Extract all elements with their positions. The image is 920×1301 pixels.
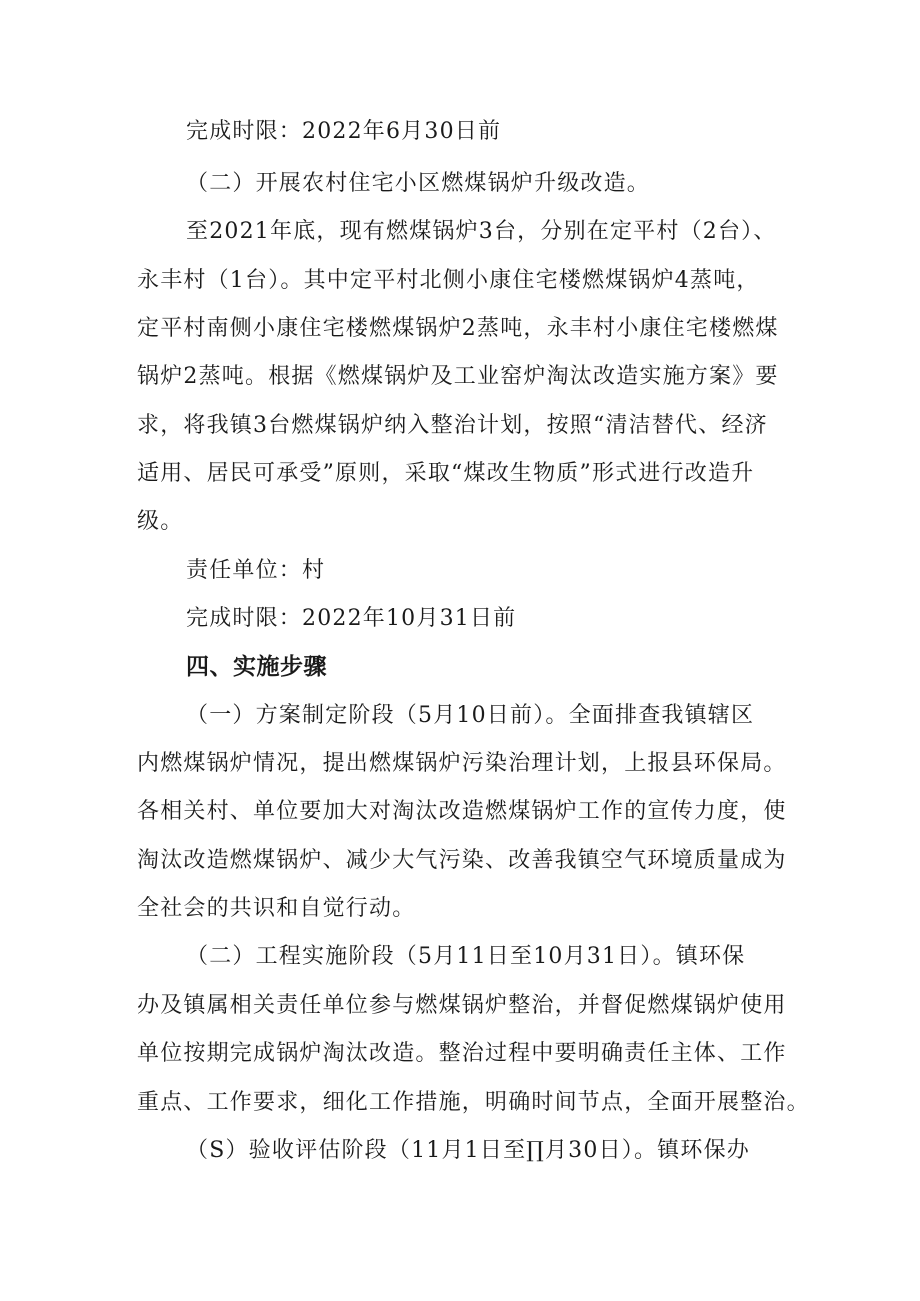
deadline-line-2: 完成时限：2022年10月31日前	[186, 606, 517, 631]
deadline-line-1: 完成时限：2022年6月30日前	[186, 119, 502, 144]
paragraph-line: （一）方案制定阶段（5月10日前）。全面排查我镇辖区	[186, 703, 755, 728]
paragraph-line: 内燃煤锅炉情况，提出燃煤锅炉污染治理计划，上报县环保局。	[137, 751, 787, 776]
paragraph-line: 各相关村、单位要加大对淘汰改造燃煤锅炉工作的宣传力度，使	[137, 799, 787, 824]
paragraph-line: 淘汰改造燃煤锅炉、减少大气污染、改善我镇空气环境质量成为	[137, 848, 787, 873]
paragraph-line: 求，将我镇3台燃煤锅炉纳入整治计划，按照“清洁替代、经济	[137, 413, 768, 438]
paragraph-line: 定平村南侧小康住宅楼燃煤锅炉2蒸吨，永丰村小康住宅楼燃煤	[137, 316, 779, 341]
paragraph-line: 永丰村（1台）。其中定平村北侧小康住宅楼燃煤锅炉4蒸吨，	[137, 268, 760, 293]
paragraph-line: 至2021年底，现有燃煤锅炉3台，分别在定平村（2台）、	[186, 219, 777, 244]
paragraph-line: （S）验收评估阶段（11月1日至∏月30日）。镇环保办	[186, 1138, 750, 1163]
paragraph-line: 级。	[137, 509, 184, 534]
paragraph-line: 办及镇属相关责任单位参与燃煤锅炉整治，并督促燃煤锅炉使用	[137, 993, 787, 1018]
paragraph-line: 单位按期完成锅炉淘汰改造。整治过程中要明确责任主体、工作	[137, 1041, 787, 1066]
paragraph-line: 适用、居民可承受”原则，采取“煤改生物质”形式进行改造升	[137, 461, 755, 486]
paragraph-line: 锅炉2蒸吨。根据《燃煤锅炉及工业窑炉淘汰改造实施方案》要	[137, 364, 779, 389]
subsection-title-2: （二）开展农村住宅小区燃煤锅炉升级改造。	[186, 171, 651, 196]
responsible-unit-line: 责任单位：村	[186, 558, 326, 583]
paragraph-line: 重点、工作要求，细化工作措施，明确时间节点，全面开展整治。	[137, 1090, 810, 1115]
paragraph-line: （二）工程实施阶段（5月11日至10月31日）。镇环保	[186, 944, 746, 969]
paragraph-line: 全社会的共识和自觉行动。	[137, 896, 416, 921]
section-heading: 四、实施步骤	[186, 654, 327, 680]
